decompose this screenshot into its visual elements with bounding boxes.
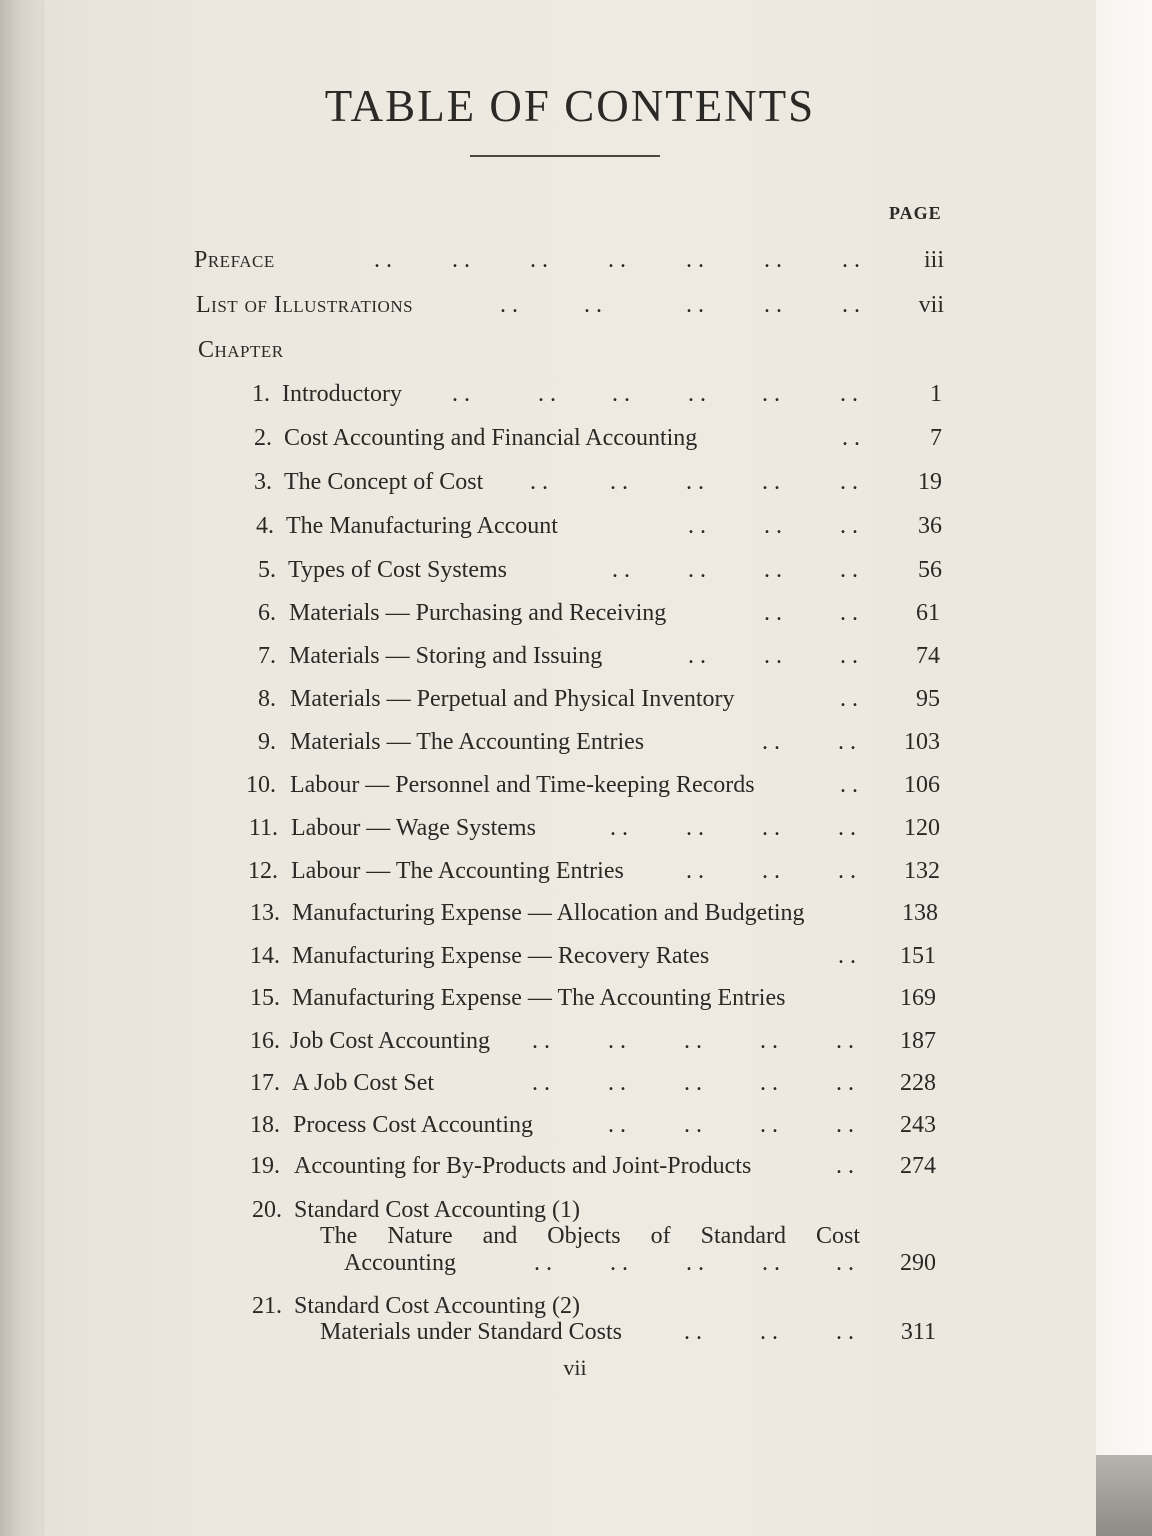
entry-page: 290 [900, 1250, 936, 1276]
entry-label: List of Illustrations [196, 292, 414, 318]
entry-page: 7 [930, 425, 942, 451]
chapter-number: 5. [258, 557, 276, 583]
entry-page: 132 [904, 858, 940, 884]
chapter-number: 18. [250, 1112, 280, 1138]
entry-page: 61 [916, 600, 940, 626]
background-shadow [1096, 1455, 1152, 1536]
chapter-number: 10. [246, 772, 276, 798]
chapter-number: 20. [252, 1197, 282, 1223]
page-folio: vii [563, 1355, 587, 1380]
chapter-title: A Job Cost Set [292, 1070, 435, 1096]
chapter-title: Cost Accounting and Financial Accounting [284, 425, 698, 451]
chapter-title: Job Cost Accounting [290, 1028, 491, 1054]
entry-page: 243 [900, 1112, 936, 1138]
chapter-number: 15. [250, 985, 280, 1011]
chapter-number: 11. [248, 815, 278, 841]
chapter-number: 14. [250, 943, 280, 969]
chapter-title: Standard Cost Accounting (2) [294, 1293, 580, 1319]
entry-page: 187 [900, 1028, 936, 1054]
chapter-subtitle: Materials under Standard Costs [320, 1319, 622, 1345]
chapter-title: Materials — The Accounting Entries [290, 729, 645, 755]
chapter-title: Labour — The Accounting Entries [291, 858, 624, 884]
entry-page: vii [918, 292, 944, 318]
chapter-number: 19. [250, 1153, 280, 1179]
entry-page: 1 [930, 381, 942, 407]
entry-page: 138 [902, 900, 938, 926]
chapter-title: Process Cost Accounting [293, 1112, 533, 1138]
entry-page: 103 [904, 729, 940, 755]
entry-page: 56 [918, 557, 942, 583]
chapter-number: 13. [250, 900, 280, 926]
entry-page: 95 [916, 686, 940, 712]
chapter-number: 7. [258, 643, 276, 669]
entry-page: 74 [916, 643, 940, 669]
chapter-number: 17. [250, 1070, 280, 1096]
chapter-number: 9. [258, 729, 276, 755]
chapter-number: 6. [258, 600, 276, 626]
chapter-title: The Manufacturing Account [286, 513, 558, 539]
facing-page-edge [1096, 0, 1152, 1536]
entry-page: 274 [900, 1153, 936, 1179]
title-rule [470, 155, 660, 157]
chapter-number: 2. [254, 425, 272, 451]
entry-page: 311 [900, 1319, 936, 1345]
chapter-title: Manufacturing Expense — Allocation and Budgeting [292, 900, 805, 926]
chapter-heading-label: Chapter [198, 337, 284, 363]
entry-label: Preface [194, 247, 275, 273]
entry-page: 228 [900, 1070, 936, 1096]
chapter-subtitle: Accounting [344, 1250, 456, 1276]
chapter-subtitle: The Nature and Objects of Standard Cost [320, 1223, 860, 1249]
page-title: TABLE OF CONTENTS [324, 81, 816, 131]
chapter-title: Labour — Wage Systems [291, 815, 536, 841]
chapter-title: Manufacturing Expense — Recovery Rates [292, 943, 710, 969]
chapter-number: 3. [254, 469, 272, 495]
chapter-number: 21. [252, 1293, 282, 1319]
chapter-title: The Concept of Cost [284, 469, 484, 495]
chapter-title: Materials — Storing and Issuing [289, 643, 603, 669]
entry-page: 19 [918, 469, 942, 495]
chapter-number: 4. [256, 513, 274, 539]
chapter-title: Accounting for By-Products and Joint-Products [294, 1153, 752, 1179]
chapter-title: Materials — Perpetual and Physical Inventory [290, 686, 735, 712]
entry-page: 36 [918, 513, 942, 539]
page-column-header: PAGE [889, 203, 942, 223]
chapter-number: 16. [250, 1028, 280, 1054]
chapter-title: Manufacturing Expense — The Accounting Entries [292, 985, 786, 1011]
chapter-number: 8. [258, 686, 276, 712]
chapter-title: Labour — Personnel and Time-keeping Records [290, 772, 755, 798]
chapter-title: Types of Cost Systems [288, 557, 507, 583]
entry-page: 120 [904, 815, 940, 841]
chapter-title: Materials — Purchasing and Receiving [289, 600, 667, 626]
entry-page: iii [923, 247, 944, 273]
book-gutter [0, 0, 48, 1536]
entry-page: 106 [904, 772, 940, 798]
entry-page: 151 [900, 943, 936, 969]
chapter-title: Standard Cost Accounting (1) [294, 1197, 580, 1223]
chapter-title: Introductory [282, 381, 402, 407]
entry-page: 169 [900, 985, 936, 1011]
chapter-number: 1. [252, 381, 270, 407]
chapter-number: 12. [248, 858, 278, 884]
